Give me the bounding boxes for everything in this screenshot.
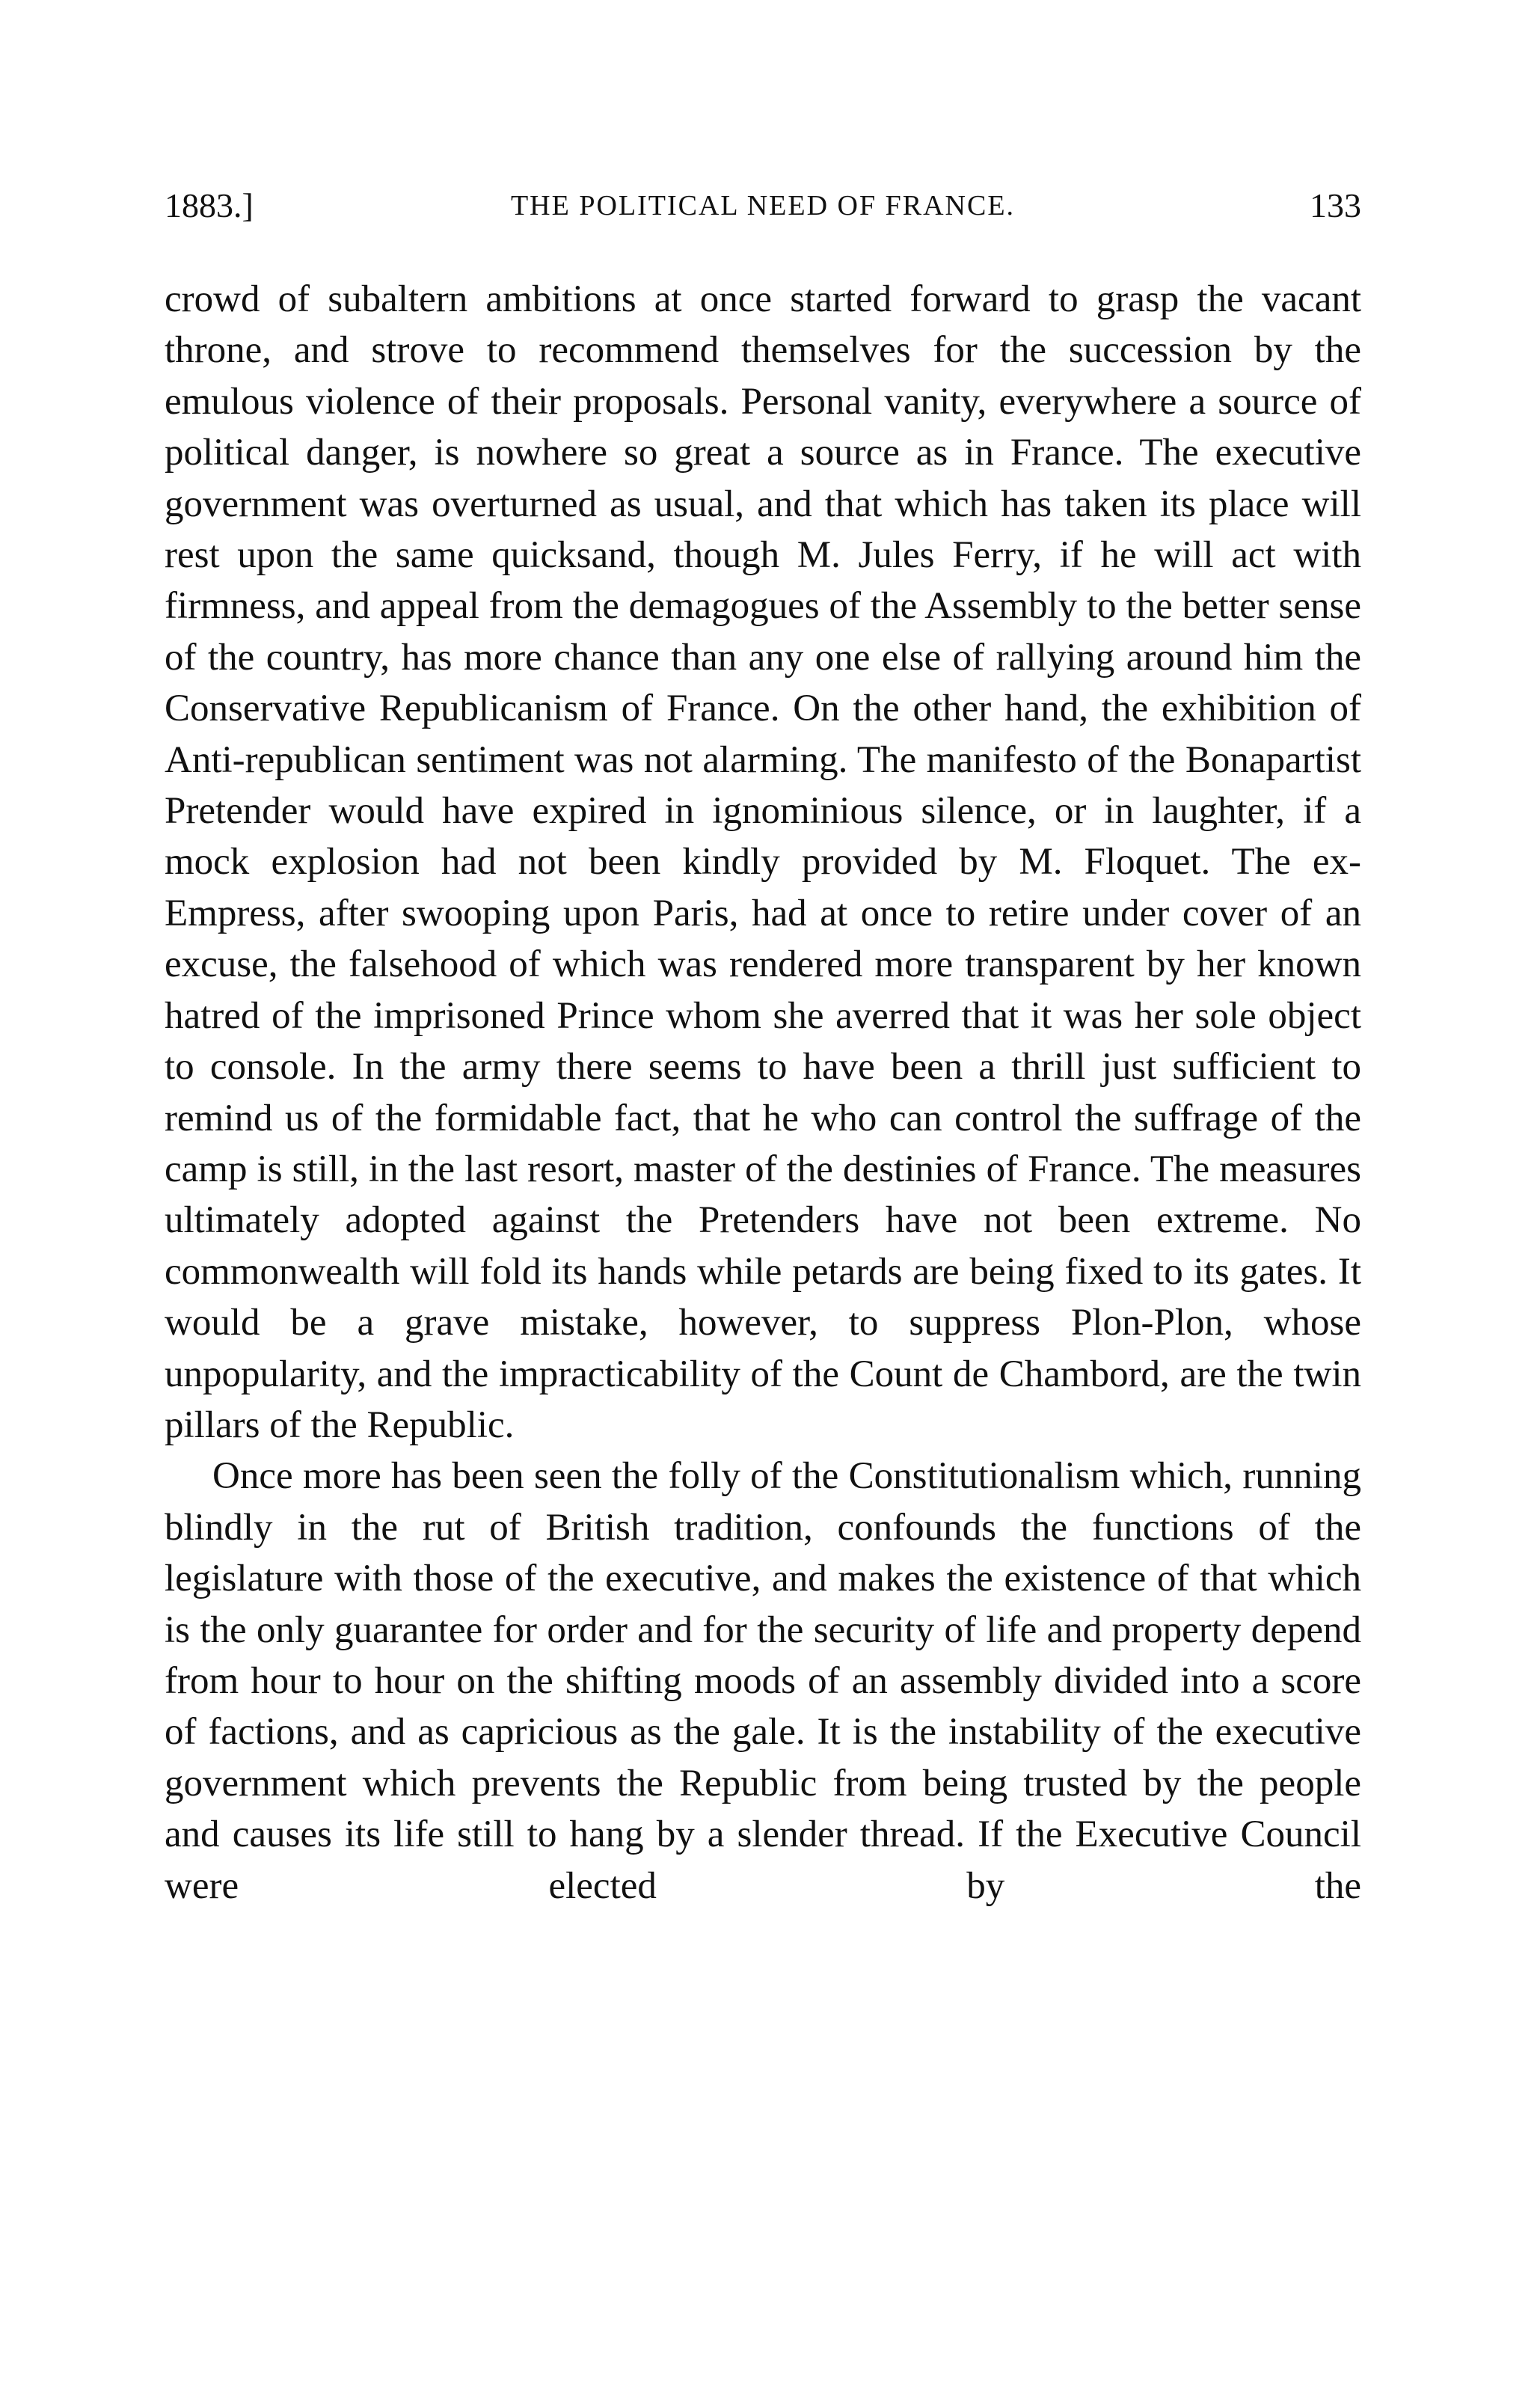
paragraph: Once more has been seen the folly of the Constitutionalism which, running blindly in the rut of British tradition, confounds the functions of the legislature with those of the executive, and makes the existence of that which is the only guarantee for order and for the security of life and property depend from hour to hour on the shifting moods of an assembly divided into a score of factions, and as capricious as the gale. It is the instability of the executive government which prevents the Republic from being trusted by the people and causes its life still to hang by a slender thread. If the Executive Council were elected by the [165, 1455, 1361, 1907]
running-head-title: THE POLITICAL NEED OF FRANCE. [510, 190, 1016, 221]
paragraph-continued: crowd of subaltern ambitions at once started forward to grasp the vacant throne, and strove to recommend themselves for the succession by the emulous violence of their proposals. Personal vanity, everywhere a source of political danger, is nowhere so great a source as in France. The executive government was overturned as usual, and that which has taken its place will rest upon the same quicksand, though M. Jules Ferry, if he will act with firmness, and appeal from the demagogues of the Assembly to the better sense of the country, has more chance than any one else of rallying around him the Conservative Republicanism of France. On the other hand, the exhibition of Anti-republican sentiment was not alarming. The manifesto of the Bonapartist Pretender would have expired in ignominious silence, or in laughter, if a mock explosion had not been kindly provided by M. Floquet. The ex-Empress, after swooping upon Paris, had at once to retire under cover of an excuse, the falsehood of which was rendered more transparent by her known hatred of the imprisoned Prince whom she averred that it was her sole object to console. In the army there seems to have been a thrill just sufficient to remind us of the formidable fact, that he who can control the suffrage of the camp is still, in the last resort, master of the destinies of France. The measures ultimately adopted against the Pretenders have not been extreme. No commonwealth will fold its hands while petards are being fixed to its gates. It would be a grave mistake, however, to suppress Plon-Plon, whose unpopularity, and the impracticability of the Count de Chambord, are the twin pillars of the Republic. [165, 278, 1361, 1446]
page-number: 133 [1310, 186, 1361, 224]
book-page [165, 180, 1361, 1911]
running-head-year: 1883.] [165, 186, 254, 224]
body-text [165, 274, 1361, 1911]
running-head [165, 180, 1361, 232]
